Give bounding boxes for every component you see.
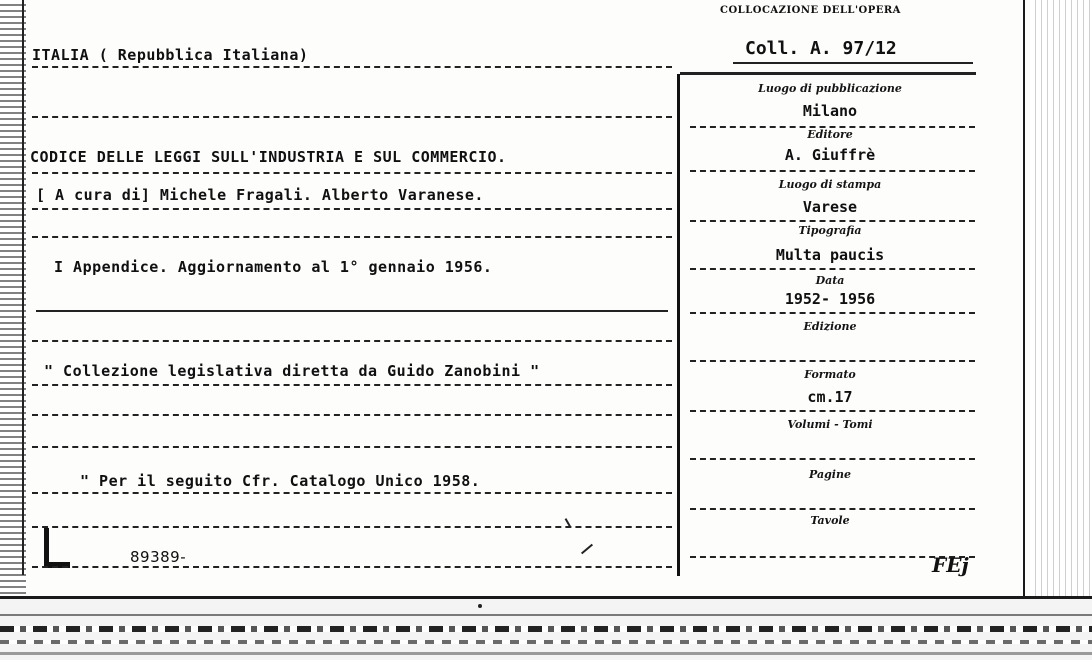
field-rule-line — [690, 312, 975, 314]
shelfmark: Coll. A. 97/12 — [745, 38, 897, 59]
shelfmark-underline — [733, 62, 973, 64]
field-value: Multa paucis — [775, 246, 885, 264]
ruled-line — [32, 340, 672, 342]
continuation-note: " Per il seguito Cfr. Catalogo Unico 1958. — [80, 472, 481, 490]
field-value: cm.17 — [807, 388, 853, 406]
inventory-number: 89389- — [130, 548, 187, 566]
field-label: Edizione — [803, 320, 857, 333]
field-value: Milano — [802, 102, 858, 120]
field-value: Varese — [802, 198, 858, 216]
editors-statement: [ A cura di] Michele Fragali. Alberto Varanese. — [36, 186, 484, 204]
field-value: A. Giuffrè — [784, 146, 876, 164]
scan-right-margin — [1030, 0, 1092, 600]
ruled-line — [32, 526, 672, 528]
field-rule-line — [690, 170, 975, 172]
field-rule-line — [690, 410, 975, 412]
ruled-line — [32, 414, 672, 416]
field-label: Volumi - Tomi — [787, 418, 873, 431]
field-rule-line — [690, 508, 975, 510]
scan-noise-line — [0, 614, 1092, 616]
field-rule-line — [690, 220, 975, 222]
card-right-border — [1023, 0, 1025, 596]
field-label: Tipografia — [798, 224, 862, 237]
ruled-line — [32, 116, 672, 118]
column-divider — [677, 74, 680, 576]
ruled-line — [36, 310, 668, 312]
card-bottom-border — [0, 596, 1092, 599]
ruled-line — [32, 172, 672, 174]
scan-noise-line — [0, 640, 1092, 644]
ruled-line — [32, 384, 672, 386]
ruled-line — [32, 566, 672, 568]
ruled-line — [32, 236, 672, 238]
scan-speck — [478, 604, 482, 608]
series-statement: " Collezione legislativa diretta da Guido Zanobini " — [44, 362, 540, 380]
ruled-line — [32, 208, 672, 210]
field-label: Luogo di stampa — [778, 178, 882, 191]
right-panel-top-border — [680, 72, 976, 75]
scan-noise-line — [0, 626, 1092, 632]
ruled-line — [32, 446, 672, 448]
field-value: 1952- 1956 — [784, 290, 876, 308]
appendix-statement: I Appendice. Aggiornamento al 1° gennaio 1956. — [54, 258, 493, 276]
ruled-line — [32, 66, 672, 68]
field-label: Formato — [804, 368, 856, 381]
field-label: Luogo di pubblicazione — [758, 82, 902, 95]
country-heading: ITALIA ( Repubblica Italiana) — [32, 46, 309, 64]
shelfmark-header: COLLOCAZIONE DELL'OPERA — [720, 5, 901, 16]
field-rule-line — [690, 458, 975, 460]
scan-noise-line — [0, 652, 1092, 655]
field-label: Editore — [807, 128, 853, 141]
work-title: CODICE DELLE LEGGI SULL'INDUSTRIA E SUL COMMERCIO. — [30, 148, 507, 166]
field-rule-line — [690, 360, 975, 362]
field-rule-line — [690, 268, 975, 270]
field-label: Tavole — [810, 514, 850, 527]
cataloguer-initials: FEj — [932, 553, 969, 577]
ruled-line — [32, 492, 672, 494]
field-label: Pagine — [809, 468, 851, 481]
field-label: Data — [815, 274, 845, 287]
card-left-border — [22, 0, 24, 575]
